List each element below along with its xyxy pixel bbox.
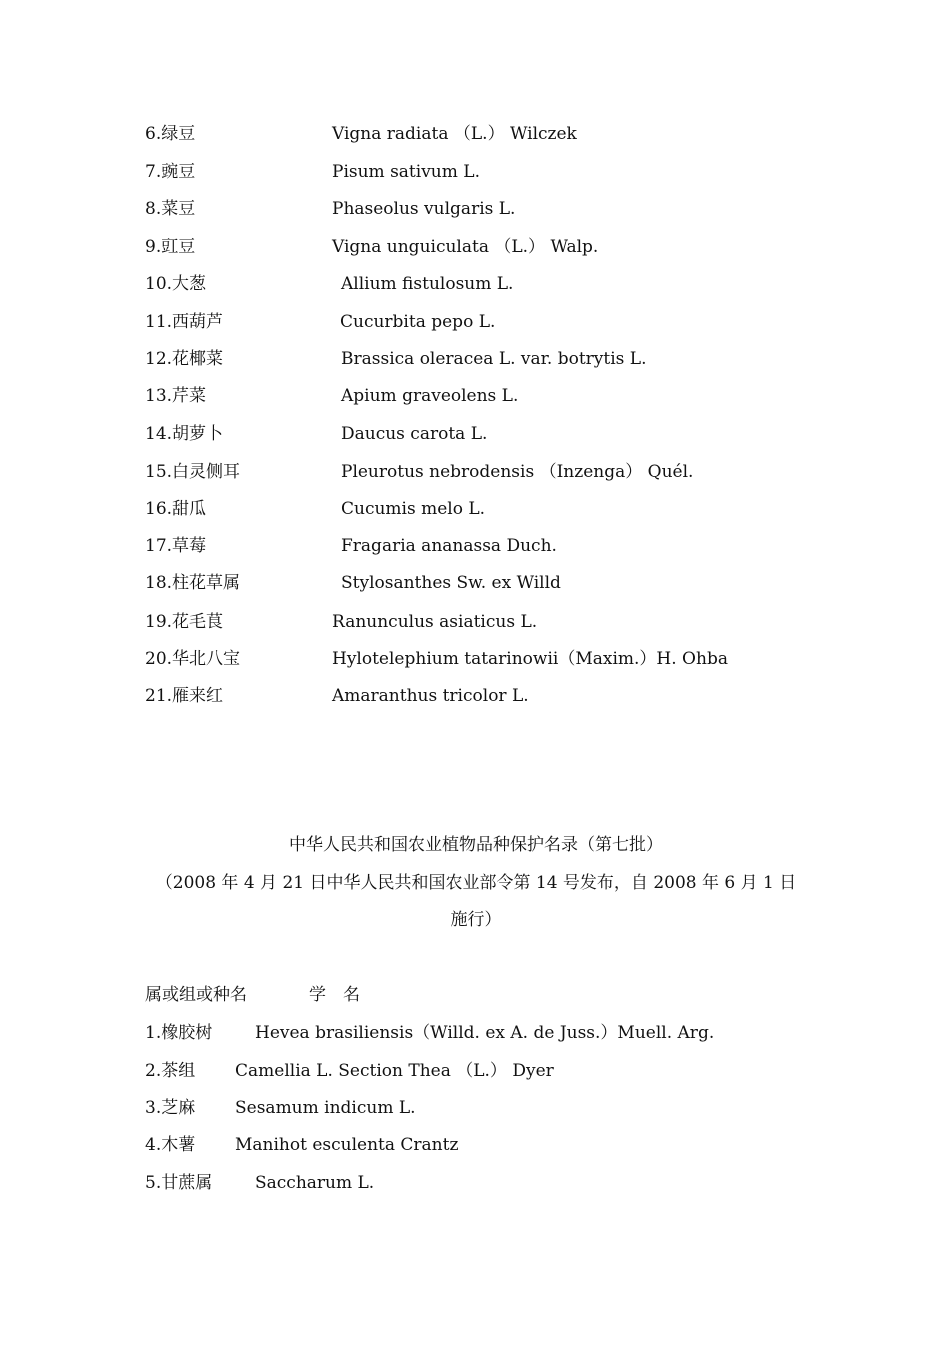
common-name: 13.芹菜 <box>145 386 207 406</box>
section-subtitle-line2: 施行） <box>450 910 502 930</box>
common-name: 8.菜豆 <box>145 199 196 219</box>
scientific-name: Brassica oleracea L. var. botrytis L. <box>341 349 647 369</box>
section-title: 中华人民共和国农业植物品种保护名录（第七批） <box>289 835 663 855</box>
common-name: 14.胡萝卜 <box>145 424 224 444</box>
scientific-name: Hevea brasiliensis（Willd. ex A. de Juss.）Muell. Arg. <box>255 1023 715 1043</box>
scientific-name: Sesamum indicum L. <box>235 1098 416 1118</box>
scientific-name: Hylotelephium tatarinowii（Maxim.）H. Ohba <box>332 649 728 669</box>
scientific-name: Stylosanthes Sw. ex Willd <box>341 573 561 593</box>
common-name: 16.甜瓜 <box>145 499 207 519</box>
scientific-name: Apium graveolens L. <box>341 386 519 406</box>
common-name: 21.雁来红 <box>145 686 224 706</box>
scientific-name: Manihot esculenta Crantz <box>235 1135 459 1155</box>
scientific-name: Amaranthus tricolor L. <box>332 686 529 706</box>
common-name: 4.木薯 <box>145 1135 196 1155</box>
common-name: 3.芝麻 <box>145 1098 196 1118</box>
scientific-name: Ranunculus asiaticus L. <box>332 612 538 632</box>
scientific-name: Pisum sativum L. <box>332 162 480 182</box>
scientific-name: Cucurbita pepo L. <box>340 312 496 332</box>
section-subtitle-line1: （2008 年 4 月 21 日中华人民共和国农业部令第 14 号发布，自 2008 年 6 月 1 日 <box>155 873 797 893</box>
scientific-name: Vigna radiata （L.） Wilczek <box>332 124 577 144</box>
common-name: 12.花椰菜 <box>145 349 224 369</box>
scientific-name: Cucumis melo L. <box>341 499 486 519</box>
scientific-name: Fragaria ananassa Duch. <box>341 536 557 556</box>
common-name: 11.西葫芦 <box>145 312 224 332</box>
scientific-name: Daucus carota L. <box>341 424 488 444</box>
header-scientific-column: 学 名 <box>309 985 360 1005</box>
scientific-name: Phaseolus vulgaris L. <box>332 199 516 219</box>
common-name: 15.白灵侧耳 <box>145 462 241 482</box>
common-name: 18.柱花草属 <box>145 573 241 593</box>
common-name: 6.绿豆 <box>145 124 196 144</box>
scientific-name: Saccharum L. <box>255 1173 375 1193</box>
scientific-name: Pleurotus nebrodensis （Inzenga） Quél. <box>341 462 694 482</box>
common-name: 9.豇豆 <box>145 237 196 257</box>
scientific-name: Camellia L. Section Thea （L.） Dyer <box>235 1061 554 1081</box>
scientific-name: Allium fistulosum L. <box>341 274 514 294</box>
common-name: 1.橡胶树 <box>145 1023 213 1043</box>
common-name: 17.草莓 <box>145 536 207 556</box>
common-name: 20.华北八宝 <box>145 649 241 669</box>
common-name: 7.豌豆 <box>145 162 196 182</box>
scientific-name: Vigna unguiculata （L.） Walp. <box>332 237 599 257</box>
common-name: 19.花毛茛 <box>145 612 224 632</box>
common-name: 2.茶组 <box>145 1061 196 1081</box>
common-name: 5.甘蔗属 <box>145 1173 213 1193</box>
common-name: 10.大葱 <box>145 274 207 294</box>
header-name-column: 属或组或种名 <box>145 985 247 1005</box>
